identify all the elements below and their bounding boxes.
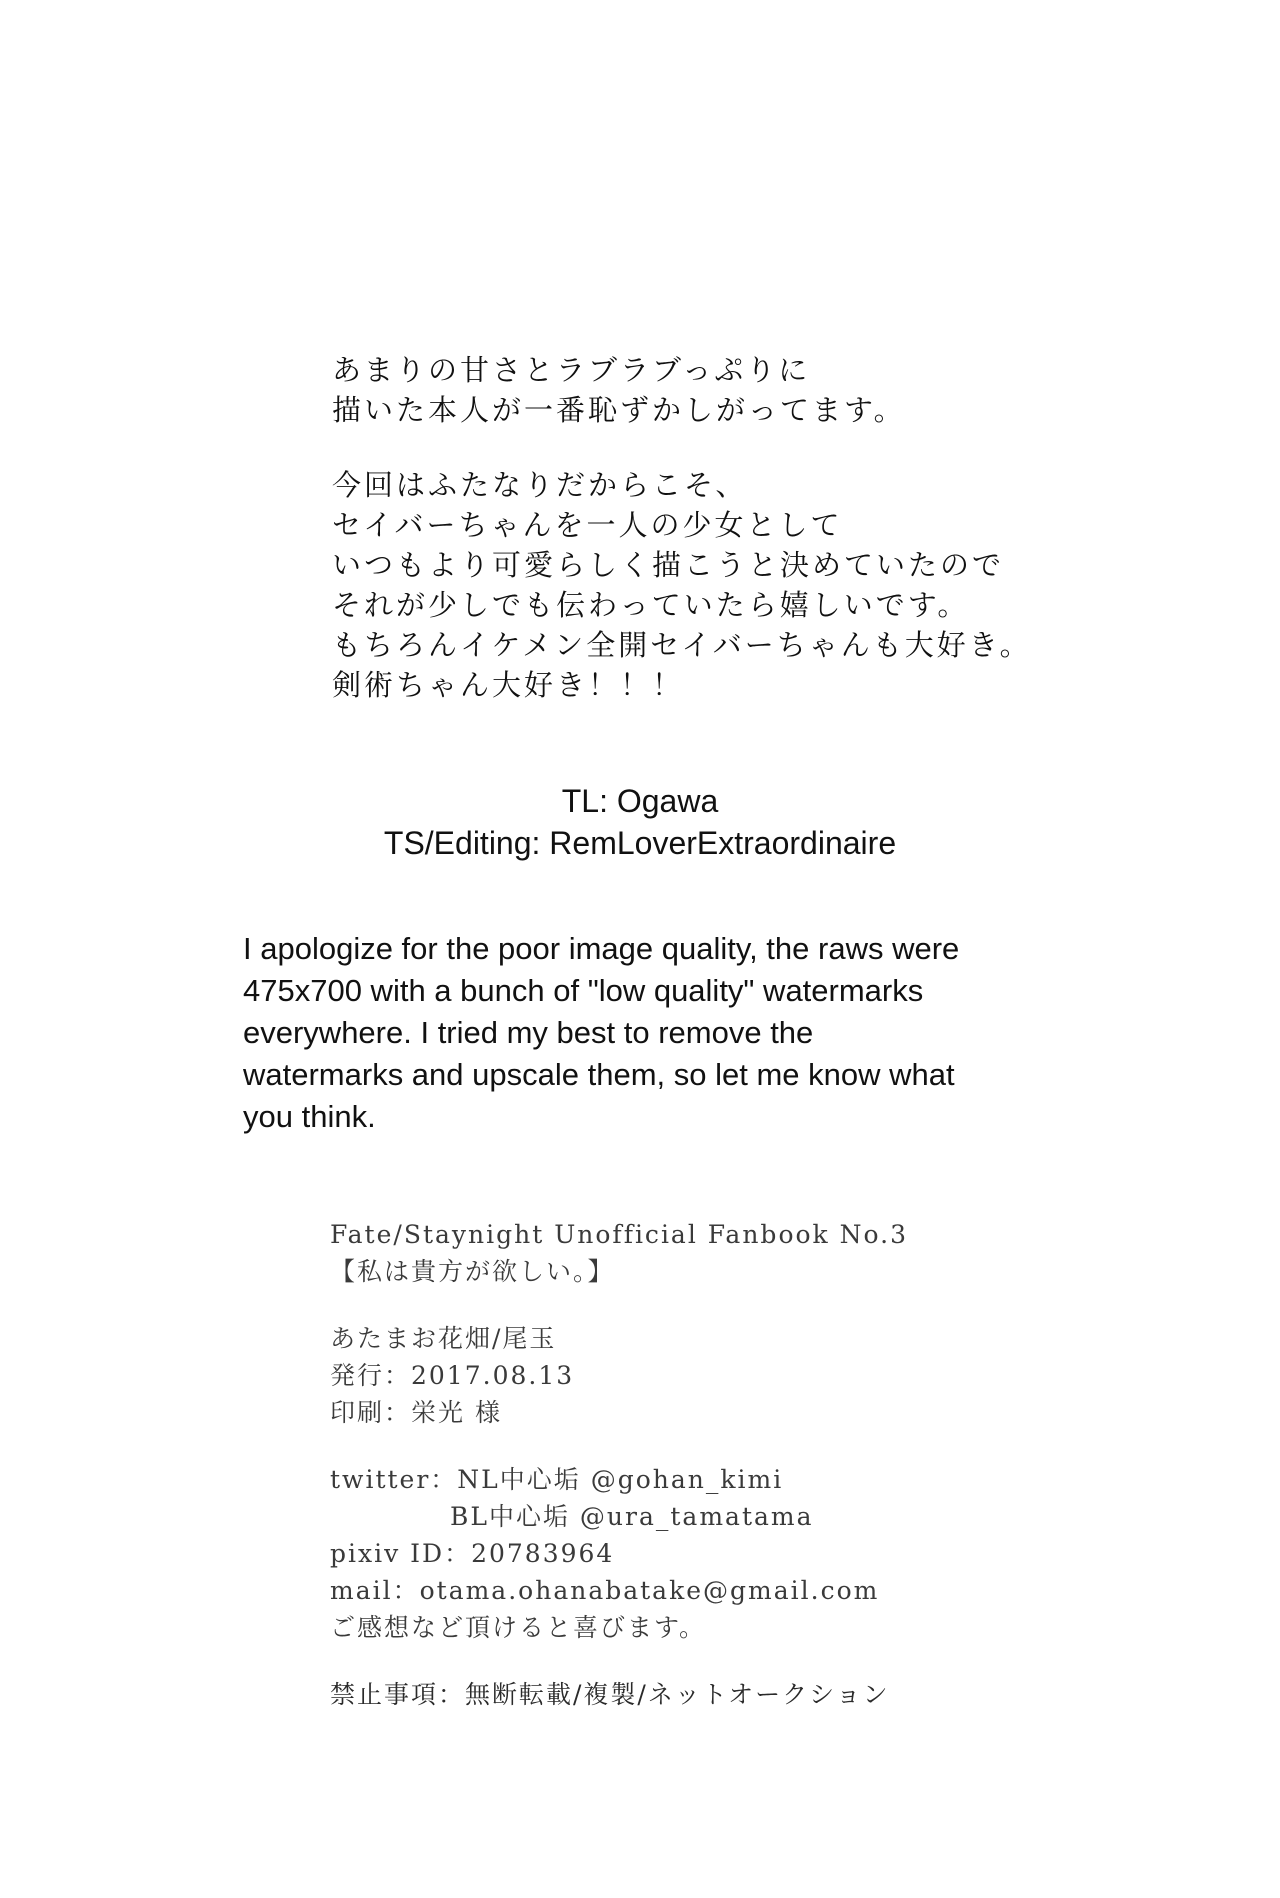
afterword-line: 描いた本人が一番恥ずかしがってます。 [332, 393, 906, 427]
colophon [330, 1216, 1180, 1743]
colophon-title-block [330, 1216, 1180, 1290]
editor-credit: TS/Editing: RemLoverExtraordinaire [383, 825, 897, 861]
note-line: I apologize for the poor image quality, the raws were [243, 931, 960, 966]
note-line: watermarks and upscale them, so let me know what [243, 1057, 955, 1092]
colophon-prohibited-block [330, 1676, 1180, 1713]
colophon-publication-block [330, 1320, 1180, 1431]
feedback-message: ご感想など頂けると喜びます。 [330, 1613, 707, 1642]
afterword-line: いつもより可愛らしく描こうと決めていたので [332, 548, 1005, 582]
afterword-line: あまりの甘さとラブラブっぷりに [332, 353, 811, 387]
afterword-paragraph-1 [332, 350, 1152, 430]
afterword-line: もちろんイケメン全開セイバーちゃんも大好き。 [332, 628, 1032, 662]
colophon-contact-block [330, 1461, 1180, 1646]
prohibited-notice: 禁止事項：無断転載/複製/ネットオークション [330, 1680, 890, 1709]
afterword-paragraph-2 [332, 465, 1152, 705]
book-title: 【私は貴方が欲しい。】 [330, 1257, 615, 1286]
twitter-bl: BL中心垢 @ura_tamatama [450, 1502, 814, 1531]
twitter-nl: twitter：NL中心垢 @gohan_kimi [330, 1465, 784, 1494]
circle-author: あたまお花畑/尾玉 [330, 1324, 557, 1353]
afterword-line: セイバーちゃんを一人の少女として [332, 508, 843, 542]
translator-note [243, 928, 1083, 1138]
translator-credit: TL: Ogawa [561, 783, 719, 819]
printer: 印刷：栄光 様 [330, 1398, 502, 1427]
pixiv-id: pixiv ID：20783964 [330, 1539, 615, 1568]
afterword-japanese [332, 350, 1152, 740]
afterword-line: 剣術ちゃん大好き！！！ [332, 668, 685, 702]
translation-credits [0, 780, 1280, 864]
note-line: everywhere. I tried my best to remove the [243, 1015, 814, 1050]
note-line: you think. [243, 1099, 376, 1134]
afterword-line: 今回はふたなりだからこそ、 [332, 468, 748, 502]
note-line: 475x700 with a bunch of "low quality" watermarks [243, 973, 924, 1008]
afterword-line: それが少しでも伝わっていたら嬉しいです。 [332, 588, 970, 622]
mail-address: mail：otama.ohanabatake@gmail.com [330, 1576, 880, 1605]
publication-date: 発行：2017.08.13 [330, 1361, 575, 1390]
series-name: Fate/Staynight Unofficial Fanbook No.3 [330, 1220, 908, 1249]
